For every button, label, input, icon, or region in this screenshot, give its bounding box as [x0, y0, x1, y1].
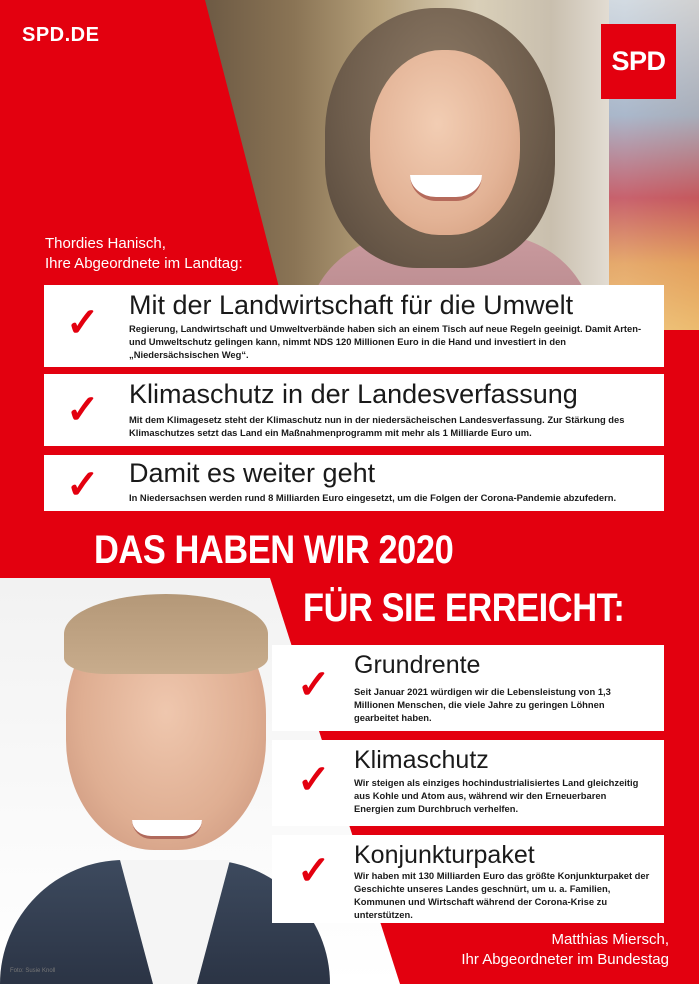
state-item-title: Damit es weiter geht [129, 458, 376, 488]
federal-item-text: Wir steigen als einziges hochindustrialisiertes Land gleichzeitig aus Kohle und Atom aus, während wir den Erneuerbaren Energien zum Durchbruch verhelfen. [354, 777, 639, 814]
portrait-face [370, 50, 520, 235]
state-item-text: Mit dem Klimagesetz steht der Klimaschutz nun in der niedersächeischen Landesverfassung. Zur Stärkung des Klimaschutzes setzt das Land ein Maßnahmenprogramm mit mehr als 1 Milliarde Euro um. [129, 414, 625, 438]
federal-item-text: Wir haben mit 130 Milliarden Euro das größte Konjunkturpaket der Geschichte unseres Landes geschnürt, um u. a. Familien, Kommunen und Wirtschaft während der Corona-Krise zu unterstützen. [354, 870, 650, 920]
federal-item-card [272, 645, 664, 731]
checkmark-icon: ✓ [66, 388, 100, 432]
portrait-smile [132, 820, 202, 839]
federal-item-title: Grundrente [354, 651, 481, 679]
photo-credit: Foto: Susie Knoll [10, 968, 56, 974]
federal-item-card [272, 835, 664, 923]
bottom-person-caption [461, 930, 669, 970]
federal-item-card [272, 740, 664, 826]
top-person-name: Thordies Hanisch, [45, 235, 166, 252]
state-item-card [44, 285, 664, 367]
federal-item-title: Konjunkturpaket [354, 841, 535, 869]
top-person-role: Ihre Abgeordnete im Landtag: [45, 255, 243, 272]
checkmark-icon: ✓ [297, 758, 331, 802]
portrait-hair [64, 594, 268, 674]
state-item-card [44, 374, 664, 446]
site-url: SPD.DE [22, 24, 100, 46]
headline-line-2: FÜR SIE ERREICHT: [303, 586, 625, 630]
checkmark-icon: ✓ [66, 463, 100, 507]
checkmark-icon: ✓ [297, 849, 331, 893]
state-item-title: Klimaschutz in der Landesverfassung [129, 379, 578, 409]
bottom-person-role: Ihr Abgeordneter im Bundestag [461, 951, 669, 968]
headline-line-1: DAS HABEN WIR 2020 [94, 528, 454, 572]
top-person-caption [45, 234, 243, 274]
federal-item-text: Seit Januar 2021 würdigen wir die Lebensleistung von 1,3 Millionen Menschen, die viele Jahre zu geringen Löhnen gearbeitet haben. [354, 686, 611, 723]
state-item-text: In Niedersachsen werden rund 8 Milliarden Euro eingesetzt, um die Folgen der Corona-Pandemie abzufedern. [129, 492, 617, 503]
state-item-title: Mit der Landwirtschaft für die Umwelt [129, 290, 574, 320]
state-item-text: Regierung, Landwirtschaft und Umweltverbände haben sich an einem Tisch auf neue Regeln geeinigt. Damit Arten- und Umweltschutz gelingen kann, nimmt NDS 120 Millionen Euro in die Hand und investiert in den „Niedersächsischen Weg“. [129, 323, 642, 360]
bottom-person-name: Matthias Miersch, [551, 931, 669, 948]
checkmark-icon: ✓ [66, 301, 100, 345]
spd-logo: SPD [601, 24, 676, 99]
checkmark-icon: ✓ [297, 663, 331, 707]
state-item-card [44, 455, 664, 511]
federal-item-title: Klimaschutz [354, 746, 489, 774]
